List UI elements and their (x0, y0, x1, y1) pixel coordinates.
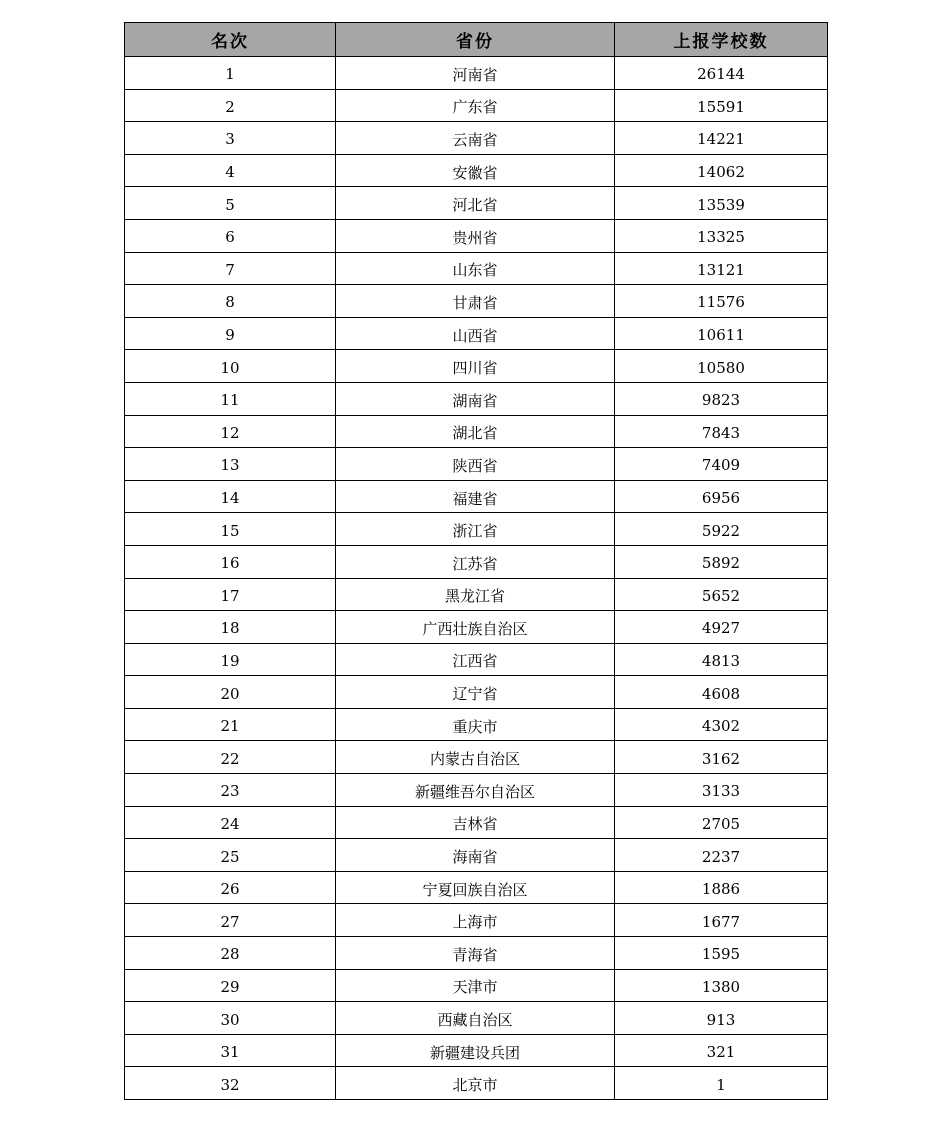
province-cell: 湖南省 (336, 382, 615, 415)
rank-cell: 24 (125, 806, 336, 839)
table-body (125, 57, 828, 1100)
rank-cell: 4 (125, 154, 336, 187)
school-count-cell: 4302 (615, 708, 828, 741)
table-row (125, 969, 828, 1002)
school-count-cell: 913 (615, 1002, 828, 1035)
ranking-table (124, 22, 828, 1100)
school-count-cell: 9823 (615, 382, 828, 415)
province-cell: 新疆建设兵团 (336, 1034, 615, 1067)
table-row (125, 1034, 828, 1067)
school-count-cell: 5892 (615, 545, 828, 578)
rank-cell: 3 (125, 122, 336, 155)
table-row (125, 611, 828, 644)
table-row (125, 839, 828, 872)
school-count-cell: 13539 (615, 187, 828, 220)
school-count-cell: 1380 (615, 969, 828, 1002)
table-row (125, 154, 828, 187)
table-row (125, 904, 828, 937)
province-cell: 云南省 (336, 122, 615, 155)
school-count-cell: 2237 (615, 839, 828, 872)
province-cell: 北京市 (336, 1067, 615, 1100)
table-row (125, 285, 828, 318)
school-count-cell: 4927 (615, 611, 828, 644)
rank-cell: 29 (125, 969, 336, 1002)
school-count-cell: 14221 (615, 122, 828, 155)
school-count-cell: 15591 (615, 89, 828, 122)
rank-cell: 16 (125, 545, 336, 578)
table-row (125, 578, 828, 611)
header-rank: 名次 (125, 23, 336, 57)
school-count-cell: 321 (615, 1034, 828, 1067)
rank-cell: 8 (125, 285, 336, 318)
table-row (125, 774, 828, 807)
rank-cell: 21 (125, 708, 336, 741)
table-row (125, 252, 828, 285)
table-row (125, 806, 828, 839)
table-row (125, 480, 828, 513)
province-cell: 湖北省 (336, 415, 615, 448)
table-row (125, 676, 828, 709)
table-row (125, 937, 828, 970)
school-count-cell: 4608 (615, 676, 828, 709)
rank-cell: 30 (125, 1002, 336, 1035)
rank-cell: 20 (125, 676, 336, 709)
school-count-cell: 26144 (615, 57, 828, 90)
province-cell: 甘肃省 (336, 285, 615, 318)
school-count-cell: 5652 (615, 578, 828, 611)
rank-cell: 5 (125, 187, 336, 220)
table-row (125, 415, 828, 448)
school-count-cell: 3162 (615, 741, 828, 774)
province-cell: 江苏省 (336, 545, 615, 578)
rank-cell: 1 (125, 57, 336, 90)
province-cell: 山西省 (336, 317, 615, 350)
table-row (125, 741, 828, 774)
province-cell: 新疆维吾尔自治区 (336, 774, 615, 807)
rank-cell: 10 (125, 350, 336, 383)
school-count-cell: 14062 (615, 154, 828, 187)
province-cell: 上海市 (336, 904, 615, 937)
table-row (125, 350, 828, 383)
table-row (125, 1002, 828, 1035)
province-cell: 重庆市 (336, 708, 615, 741)
table-row (125, 643, 828, 676)
school-count-cell: 10580 (615, 350, 828, 383)
rank-cell: 27 (125, 904, 336, 937)
province-cell: 广东省 (336, 89, 615, 122)
table-row (125, 89, 828, 122)
rank-cell: 19 (125, 643, 336, 676)
school-count-cell: 13121 (615, 252, 828, 285)
province-cell: 黑龙江省 (336, 578, 615, 611)
header-school-count: 上报学校数 (615, 23, 828, 57)
province-cell: 贵州省 (336, 219, 615, 252)
table-row (125, 871, 828, 904)
table-header-row (125, 23, 828, 57)
rank-cell: 12 (125, 415, 336, 448)
school-count-cell: 2705 (615, 806, 828, 839)
rank-cell: 18 (125, 611, 336, 644)
province-cell: 江西省 (336, 643, 615, 676)
school-count-cell: 13325 (615, 219, 828, 252)
table-row (125, 57, 828, 90)
province-cell: 青海省 (336, 937, 615, 970)
province-cell: 福建省 (336, 480, 615, 513)
school-count-cell: 1677 (615, 904, 828, 937)
province-cell: 浙江省 (336, 513, 615, 546)
rank-cell: 11 (125, 382, 336, 415)
table-row (125, 187, 828, 220)
province-cell: 四川省 (336, 350, 615, 383)
table-row (125, 545, 828, 578)
rank-cell: 2 (125, 89, 336, 122)
province-cell: 广西壮族自治区 (336, 611, 615, 644)
table-row (125, 448, 828, 481)
school-count-cell: 1 (615, 1067, 828, 1100)
province-cell: 宁夏回族自治区 (336, 871, 615, 904)
province-cell: 内蒙古自治区 (336, 741, 615, 774)
rank-cell: 26 (125, 871, 336, 904)
rank-cell: 15 (125, 513, 336, 546)
rank-cell: 13 (125, 448, 336, 481)
school-count-cell: 7843 (615, 415, 828, 448)
province-cell: 天津市 (336, 969, 615, 1002)
table-row (125, 513, 828, 546)
province-cell: 安徽省 (336, 154, 615, 187)
province-cell: 西藏自治区 (336, 1002, 615, 1035)
rank-cell: 14 (125, 480, 336, 513)
rank-cell: 25 (125, 839, 336, 872)
province-cell: 河北省 (336, 187, 615, 220)
province-cell: 辽宁省 (336, 676, 615, 709)
table-row (125, 317, 828, 350)
table-row (125, 219, 828, 252)
table-row (125, 708, 828, 741)
province-cell: 河南省 (336, 57, 615, 90)
rank-cell: 6 (125, 219, 336, 252)
rank-cell: 22 (125, 741, 336, 774)
rank-cell: 28 (125, 937, 336, 970)
province-cell: 陕西省 (336, 448, 615, 481)
school-count-cell: 10611 (615, 317, 828, 350)
province-cell: 山东省 (336, 252, 615, 285)
school-count-cell: 6956 (615, 480, 828, 513)
table-row (125, 1067, 828, 1100)
table-row (125, 122, 828, 155)
school-count-cell: 11576 (615, 285, 828, 318)
school-count-cell: 4813 (615, 643, 828, 676)
rank-cell: 31 (125, 1034, 336, 1067)
school-count-cell: 1595 (615, 937, 828, 970)
table-row (125, 382, 828, 415)
school-count-cell: 1886 (615, 871, 828, 904)
rank-cell: 32 (125, 1067, 336, 1100)
province-cell: 海南省 (336, 839, 615, 872)
header-province: 省份 (336, 23, 615, 57)
school-count-cell: 3133 (615, 774, 828, 807)
rank-cell: 7 (125, 252, 336, 285)
province-cell: 吉林省 (336, 806, 615, 839)
rank-cell: 17 (125, 578, 336, 611)
rank-cell: 9 (125, 317, 336, 350)
school-count-cell: 7409 (615, 448, 828, 481)
school-count-cell: 5922 (615, 513, 828, 546)
rank-cell: 23 (125, 774, 336, 807)
